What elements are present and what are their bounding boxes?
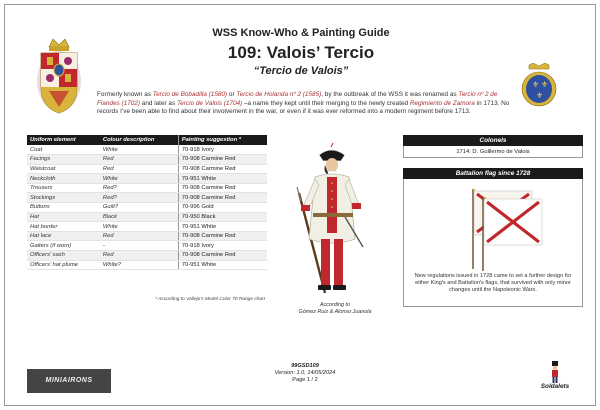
svg-text:⚜: ⚜ (536, 91, 544, 100)
credit-line: According to (320, 302, 350, 308)
soldier-figure-icon (549, 361, 561, 383)
colour-description-cell: Red (100, 231, 178, 241)
footer-info (205, 363, 405, 384)
table-header-row (27, 135, 267, 145)
colour-description-cell: White (100, 174, 178, 184)
soldalets-wordmark: Soldalets (540, 383, 570, 390)
painting-suggestion-cell: 70-908 Carmine Red (178, 155, 267, 165)
painting-suggestion-cell: 70-908 Carmine Red (178, 183, 267, 193)
illustration-credit (285, 302, 385, 316)
colour-description-cell: Red (100, 251, 178, 261)
intro-reference: Tercio de Holanda nº 2 (1585) (236, 91, 322, 98)
colonels-entry: 1714: D. Guillermo de Valois (403, 146, 583, 158)
painting-suggestion-cell: 70-908 Carmine Red (178, 193, 267, 203)
credit-authors: Gómez Ruiz & Alonso Juanola (298, 309, 372, 315)
uniform-element-cell: Coat (27, 145, 100, 155)
table-row (27, 241, 267, 251)
uniform-element-cell: Facings (27, 155, 100, 165)
table-row (27, 231, 267, 241)
column-header-element: Uniform element (27, 135, 100, 145)
table-row (27, 164, 267, 174)
intro-reference: Tercio de Valois (1704) (176, 99, 243, 107)
flag-description: New regulations issued in 1728 came to set a further design for either King's and Battalion's flags, that survived with only minor changes until the Napoleonic Wars. (414, 273, 572, 293)
painting-table (27, 135, 267, 270)
guide-page (4, 4, 596, 406)
miniairons-logo: MINIAIRONS (27, 369, 111, 393)
painting-suggestion-cell: 70-918 Ivory (178, 241, 267, 251)
table-footnote: * According to Vallejo's Model Color 70 Range chart (155, 297, 265, 302)
battalion-flags-illustration (437, 185, 549, 271)
painting-suggestion-cell: 70-918 Ivory (178, 145, 267, 155)
table-row (27, 155, 267, 165)
intro-text: in 1713. No records I’ve been able to find about their involvement in the war, or even if it was ever reformed into a modern regiment before 1713. (97, 99, 510, 116)
uniform-element-cell: Waistcoat (27, 164, 100, 174)
uniform-element-cell: Officers’ hat plume (27, 260, 100, 270)
svg-text:⚜: ⚜ (541, 80, 549, 89)
table-row (27, 193, 267, 203)
colour-description-cell: White? (100, 260, 178, 270)
guide-subtitle: WSS Know-Who & Painting Guide (212, 27, 390, 39)
soldier-illustration (285, 143, 375, 299)
uniform-element-cell: Officers’ sash (27, 251, 100, 261)
table-row (27, 212, 267, 222)
column-header-painting: Painting suggestion * (178, 135, 267, 145)
column-header-colour: Colour description (100, 135, 178, 145)
intro-text: Formerly known as (97, 91, 153, 98)
document-version: Version: 1.0, 14/05/2024 (274, 370, 336, 376)
document-code: 99GSD109 (291, 363, 319, 369)
uniform-element-cell: Trousers (27, 183, 100, 193)
colour-description-cell: Red (100, 164, 178, 174)
colour-description-cell: Red? (100, 183, 178, 193)
table-row (27, 251, 267, 261)
uniform-element-cell: Hat (27, 212, 100, 222)
page-header (5, 27, 597, 77)
unit-nickname: “Tercio de Valois” (253, 65, 349, 77)
table-row (27, 222, 267, 232)
svg-text:⚜: ⚜ (532, 80, 540, 89)
painting-suggestion-cell: 70-908 Carmine Red (178, 251, 267, 261)
table-row (27, 203, 267, 213)
colour-description-cell: Red? (100, 193, 178, 203)
intro-text: or (227, 91, 237, 98)
colour-description-cell: Red (100, 155, 178, 165)
table-row (27, 145, 267, 155)
intro-reference: Tercio de Bobadilla (1580) (152, 91, 228, 98)
uniform-element-cell: Neckcloth (27, 174, 100, 184)
painting-suggestion-cell: 70-951 White (178, 174, 267, 184)
uniform-element-cell: Hat lace (27, 231, 100, 241)
uniform-element-cell: Buttons (27, 203, 100, 213)
table-row (27, 183, 267, 193)
painting-suggestion-cell: 70-996 Gold (178, 203, 267, 213)
intro-reference: Regimiento de Zamora (409, 99, 475, 107)
intro-reference: Tercio nº 2 de Flandes (1702) (97, 91, 498, 107)
page-number: Page 1 / 2 (292, 377, 318, 383)
page-title: 109: Valois’ Tercio (227, 43, 375, 62)
table-row (27, 174, 267, 184)
colour-description-cell: Black (100, 212, 178, 222)
painting-suggestion-cell: 70-951 White (178, 222, 267, 232)
table-row (27, 260, 267, 270)
colour-description-cell: - (100, 241, 178, 251)
intro-text: –a name they kept until their merging to the newly created (242, 99, 410, 107)
uniform-element-cell: Gaiters (if worn) (27, 241, 100, 251)
uniform-element-cell: Stockings (27, 193, 100, 203)
soldalets-logo (531, 361, 579, 397)
painting-suggestion-cell: 70-950 Black (178, 212, 267, 222)
intro-text: and later as (139, 99, 177, 107)
painting-table-body (27, 145, 267, 270)
uniform-element-cell: Hat border (27, 222, 100, 232)
colour-description-cell: White (100, 145, 178, 155)
colour-description-cell: White (100, 222, 178, 232)
colour-description-cell: Guilt? (100, 203, 178, 213)
bourbon-crest-icon (519, 63, 559, 107)
painting-suggestion-cell: 70-908 Carmine Red (178, 231, 267, 241)
flag-heading: Battalion flag since 1728 (403, 168, 583, 179)
intro-text: , by the outbreak of the WSS it was renamed as (321, 91, 459, 98)
colonels-heading: Colonels (403, 135, 583, 146)
painting-suggestion-cell: 70-951 White (178, 260, 267, 270)
intro-paragraph (97, 91, 517, 117)
painting-suggestion-cell: 70-908 Carmine Red (178, 164, 267, 174)
